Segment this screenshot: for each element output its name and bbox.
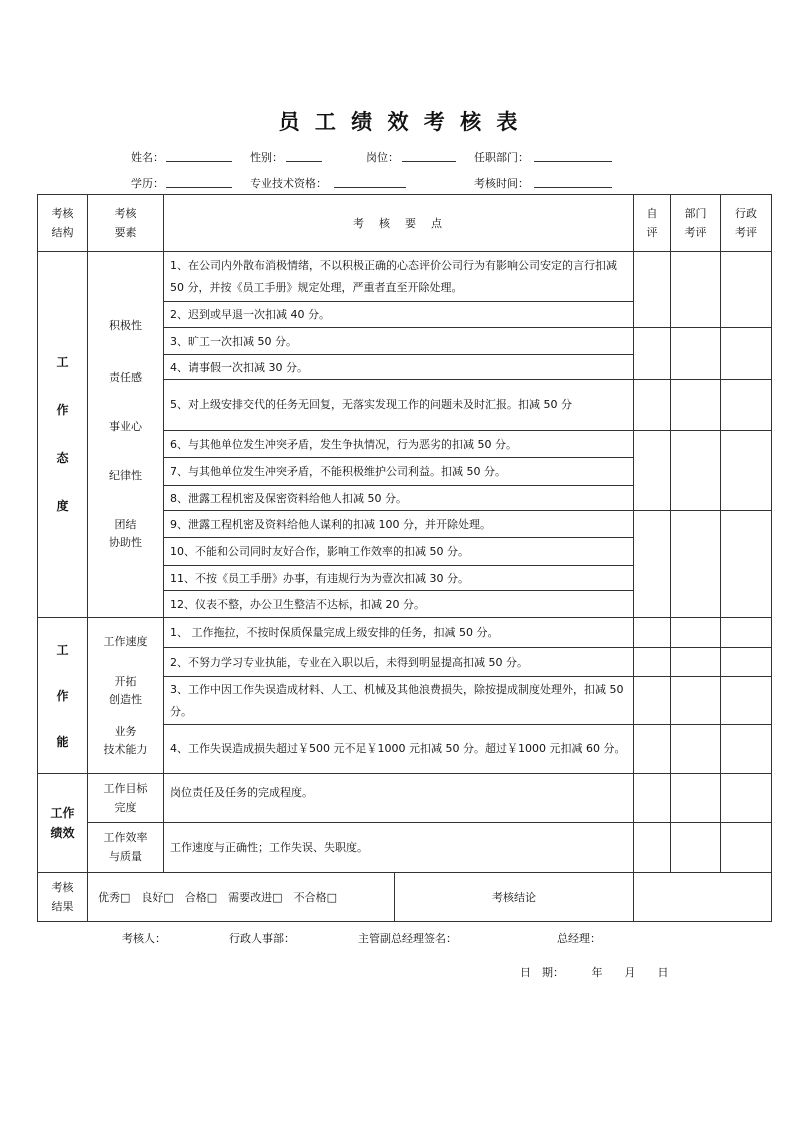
admin-eval-cell[interactable] [721, 774, 772, 823]
self-eval-cell[interactable] [634, 380, 671, 431]
header-row [38, 195, 772, 252]
attitude-elements: 积极性 责任感 事业心 纪律性 团结 协助性 [88, 251, 164, 617]
section-work-ability: 工 作 能 [38, 618, 88, 774]
position-field[interactable] [402, 149, 456, 162]
performance-row-1 [38, 774, 772, 823]
admin-eval-cell[interactable] [721, 430, 772, 510]
self-eval-cell[interactable] [634, 774, 671, 823]
dept-eval-cell[interactable] [671, 774, 721, 823]
dept-eval-cell[interactable] [671, 676, 721, 725]
dept-eval-cell[interactable] [671, 725, 721, 774]
sign-date-label: 日 期： 年 月 日 [520, 966, 669, 979]
performance-item-goal: 岗位责任及任务的完成程度。 [164, 774, 634, 823]
admin-eval-cell[interactable] [721, 822, 772, 873]
section-work-attitude: 工 作 态 度 [38, 251, 88, 617]
attitude-item-12: 12、仪表不整，办公卫生整洁不达标，扣减 20 分。 [164, 590, 634, 617]
attitude-item-1: 1、在公司内外散布消极情绪，不以积极正确的心态评价公司行为有影响公司安定的言行扣减 50 分，并按《员工手册》规定处理，严重者直至开除处理。 [164, 251, 634, 302]
dept-eval-cell[interactable] [671, 430, 721, 510]
position-label: 岗位： [366, 151, 399, 164]
education-label: 学历： [131, 177, 164, 190]
self-eval-cell[interactable] [634, 251, 671, 327]
result-options[interactable]: 优秀□ 良好□ 合格□ 需要改进□ 不合格□ [88, 873, 395, 921]
attitude-item-11: 11、不按《员工手册》办事，有违规行为为壹次扣减 30 分。 [164, 565, 634, 590]
ability-elements: 工作速度 开拓 创造性 业务 技术能力 [88, 618, 164, 774]
attitude-item-4: 4、请事假一次扣减 30 分。 [164, 354, 634, 379]
name-field[interactable] [166, 149, 232, 162]
performance-item-efficiency: 工作速度与正确性；工作失误、失职度。 [164, 822, 634, 873]
header-self-eval: 自 评 [634, 195, 671, 252]
department-field[interactable] [534, 149, 612, 162]
attitude-item-5: 5、对上级安排交代的任务无回复，无落实发现工作的问题未及时汇报。扣减 50 分 [164, 380, 634, 431]
hr-dept-label: 行政人事部： [229, 932, 295, 945]
self-eval-cell[interactable] [634, 647, 671, 676]
admin-eval-cell[interactable] [721, 725, 772, 774]
header-element: 考核 要素 [88, 195, 164, 252]
assessment-date-field[interactable] [534, 175, 612, 188]
result-options-cell [88, 873, 634, 922]
dept-eval-cell[interactable] [671, 251, 721, 327]
admin-eval-cell[interactable] [721, 618, 772, 647]
department-label: 任职部门： [474, 151, 529, 164]
conclusion-cell[interactable] [634, 873, 772, 922]
attitude-item-8: 8、泄露工程机密及保密资料给他人扣减 50 分。 [164, 485, 634, 510]
self-eval-cell[interactable] [634, 676, 671, 725]
admin-eval-cell[interactable] [721, 327, 772, 380]
gender-field[interactable] [286, 149, 322, 162]
ability-item-2: 2、不努力学习专业执能，专业在入职以后，未得到明显提高扣减 50 分。 [164, 647, 634, 676]
ability-item-1: 1、 工作拖拉，不按时保质保量完成上级安排的任务，扣减 50 分。 [164, 618, 634, 647]
vice-gm-signature-label: 主管副总经理签名： [358, 932, 457, 945]
self-eval-cell[interactable] [634, 510, 671, 617]
self-eval-cell[interactable] [634, 822, 671, 873]
section-work-performance: 工作 绩效 [38, 774, 88, 873]
name-label: 姓名： [131, 151, 164, 164]
attitude-item-10: 10、不能和公司同时友好合作，影响工作效率的扣减 50 分。 [164, 538, 634, 565]
education-field[interactable] [166, 175, 232, 188]
gm-label: 总经理： [557, 932, 601, 945]
result-row [38, 873, 772, 922]
ability-item-3: 3、工作中因工作失误造成材料、人工、机械及其他浪费损失，除按提成制度处理外，扣减 50 分。 [164, 676, 634, 725]
element-work-goal: 工作目标 完度 [88, 774, 164, 823]
assessment-date-label: 考核时间： [474, 177, 529, 190]
attitude-item-6: 6、与其他单位发生冲突矛盾，发生争执情况，行为恶劣的扣减 50 分。 [164, 430, 634, 457]
admin-eval-cell[interactable] [721, 647, 772, 676]
element-work-efficiency: 工作效率 与质量 [88, 822, 164, 873]
admin-eval-cell[interactable] [721, 510, 772, 617]
attitude-item-7: 7、与其他单位发生冲突矛盾，不能积极维护公司利益。扣减 50 分。 [164, 458, 634, 485]
admin-eval-cell[interactable] [721, 676, 772, 725]
dept-eval-cell[interactable] [671, 822, 721, 873]
self-eval-cell[interactable] [634, 327, 671, 380]
header-admin-eval: 行政 考评 [721, 195, 772, 252]
attitude-row-1 [38, 251, 772, 302]
qualification-field[interactable] [334, 175, 406, 188]
result-label: 考核 结果 [38, 873, 88, 922]
ability-row-1 [38, 618, 772, 647]
attitude-item-9: 9、泄露工程机密及资料给他人谋利的扣减 100 分，并开除处理。 [164, 510, 634, 537]
self-eval-cell[interactable] [634, 725, 671, 774]
attitude-item-2: 2、迟到或早退一次扣减 40 分。 [164, 302, 634, 327]
header-dept-eval: 部门 考评 [671, 195, 721, 252]
admin-eval-cell[interactable] [721, 251, 772, 327]
self-eval-cell[interactable] [634, 430, 671, 510]
qualification-label: 专业技术资格： [250, 177, 327, 190]
page-title: 员 工 绩 效 考 核 表 [278, 110, 522, 134]
dept-eval-cell[interactable] [671, 647, 721, 676]
dept-eval-cell[interactable] [671, 380, 721, 431]
dept-eval-cell[interactable] [671, 327, 721, 380]
dept-eval-cell[interactable] [671, 510, 721, 617]
admin-eval-cell[interactable] [721, 380, 772, 431]
performance-row-2 [38, 822, 772, 873]
dept-eval-cell[interactable] [671, 618, 721, 647]
attitude-item-3: 3、旷工一次扣减 50 分。 [164, 327, 634, 354]
self-eval-cell[interactable] [634, 618, 671, 647]
gender-label: 性别： [250, 151, 283, 164]
assessor-label: 考核人： [122, 932, 166, 945]
assessment-table [37, 194, 772, 922]
conclusion-label: 考核结论 [492, 891, 536, 905]
header-structure: 考核 结构 [38, 195, 88, 252]
ability-item-4: 4、工作失误造成损失超过￥500 元不足￥1000 元扣减 50 分。超过￥1000 元扣减 60 分。 [164, 725, 634, 774]
header-key-points: 考 核 要 点 [164, 195, 634, 252]
